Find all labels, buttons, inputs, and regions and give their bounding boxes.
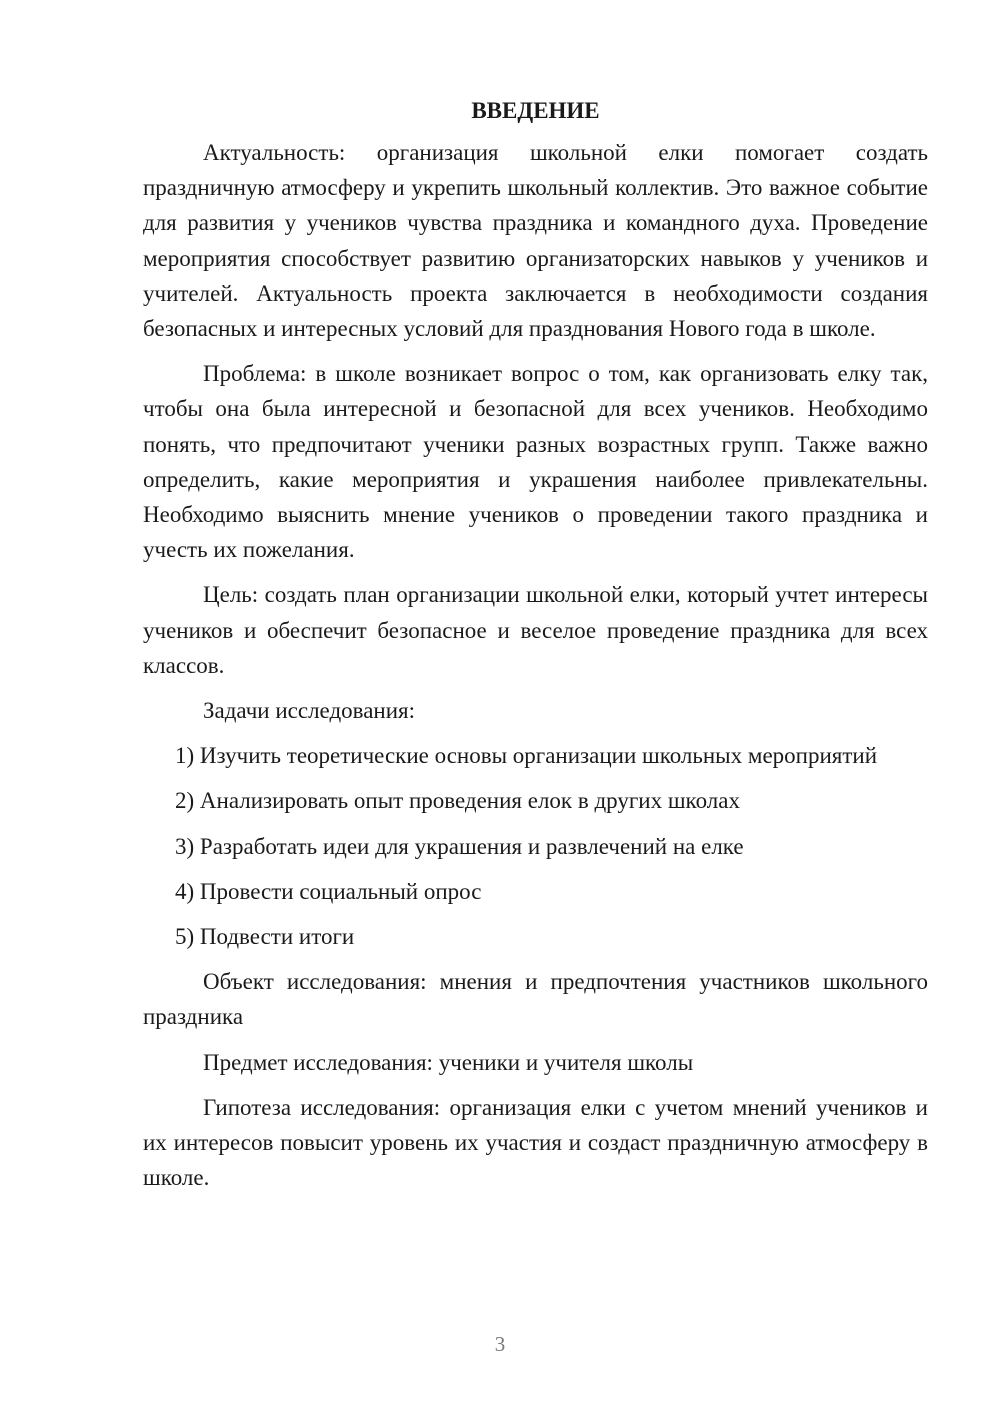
list-item: 5) Подвести итоги <box>175 924 355 950</box>
tasks-heading: Задачи исследования: <box>203 698 416 724</box>
list-item: 4) Провести социальный опрос <box>175 878 482 904</box>
relevance-paragraph: Актуальность: организация школьной елки помогает создать праздничную атмосферу и укрепить школьный коллектив. Это важное событие для развития у учеников чувства праздника и командного духа. Проведение мероприятия способствует развитию организаторских навыков у учеников и учителей. Актуальность проекта заключается в необходимости создания безопасных и интересных условий для празднования Нового года в школе. <box>143 140 928 342</box>
object-paragraph: Объект исследования: мнения и предпочтения участников школьного праздника <box>143 969 928 1030</box>
page-number: 3 <box>494 1332 506 1356</box>
page-title: ВВЕДЕНИЕ <box>471 98 600 123</box>
page-content <box>143 93 928 1205</box>
list-item: 3) Разработать идеи для украшения и развлечений на елке <box>175 833 744 859</box>
list-item: 2) Анализировать опыт проведения елок в других школах <box>175 788 740 814</box>
tasks-list <box>143 738 928 954</box>
goal-paragraph: Цель: создать план организации школьной елки, который учтет интересы учеников и обеспечит безопасное и веселое проведение праздника для всех классов. <box>143 582 928 678</box>
hypothesis-paragraph: Гипотеза исследования: организация елки с учетом мнений учеников и их интересов повысит уровень их участия и создаст праздничную атмосферу в школе. <box>143 1094 928 1191</box>
subject-paragraph: Предмет исследования: ученики и учителя школы <box>203 1049 694 1075</box>
list-item: 1) Изучить теоретические основы организации школьных мероприятий <box>175 743 878 769</box>
problem-paragraph: Проблема: в школе возникает вопрос о том, как организовать елку так, чтобы она была интересной и безопасной для всех учеников. Необходимо понять, что предпочитают ученики разных возрастных групп. Также важно определить, какие мероприятия и украшения наиболее привлекательны. Необходимо выяснить мнение учеников о проведении такого праздника и учесть их пожелания. <box>143 361 928 563</box>
